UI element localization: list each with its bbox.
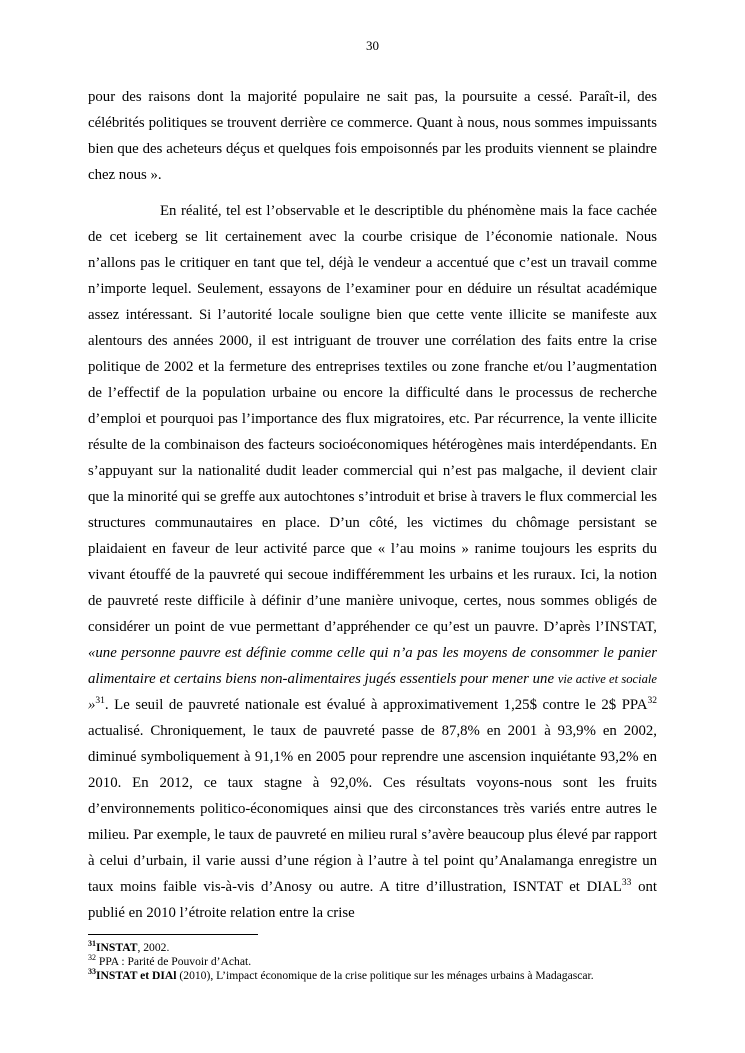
text-run: 33 xyxy=(621,878,632,889)
text-run: 31 xyxy=(88,939,96,949)
text-run: . Le seuil de pauvreté nationale est évalué à approximativement 1,25$ contre le 2$ PPA xyxy=(104,697,648,713)
text-run: , 2002. xyxy=(137,941,170,954)
text-run: pour des raisons dont la majorité populaire ne sait pas, la poursuite a cessé. Paraît-il, des célébrités politiques se trouvent derrière ce commerce. Quant à nous, nous sommes impuissants bien que des acheteurs déçus et quelques fois empoisonnés par les produits viennent se plaindre chez nous ». xyxy=(88,89,657,183)
paragraph xyxy=(88,84,657,188)
text-run: 31 xyxy=(95,696,105,707)
footnote-separator xyxy=(88,934,258,935)
footnotes-list xyxy=(88,941,657,983)
text-run: En réalité, tel est l’observable et le descriptible du phénomène mais la face cachée de cet iceberg se lit certainement avec la courbe crisique de l’économie nationale. Nous n’allons pas le critiquer en tant que tel, déjà le vendeur a accentué que c’est un travail comme n’importe lequel. Seulement, essayons de l’examiner pour en déduire un résultat académique assez intéressant. Si l’autorité locale souligne bien que cette vente illicite se manifeste aux alentours des années 2000, il est intriguant de trouver une corrélation des faits entre la crise politique de 2002 et la fermeture des entreprises textiles ou zone franche et/ou l’augmentation de l’effectif de la population urbaine ou encore la difficulté dans le processus de recherche d’emploi et pourquoi pas l’importance des flux migratoires, etc. Par récurrence, la vente illicite résulte de la combinaison des facteurs socioéconomiques hétérogènes mais interdépendants. En s’appuyant sur la nationalité dudit leader commercial qui n’est pas malgache, il devient clair que la minorité qui se greffe aux autochtones s’introduit et brise à travers le flux commercial les structures communautaires en place. D’un côté, les victimes du chômage persistant se plaidaient en faveur de leur activité parce que « l’au moins » ranime toujours les esprits du vivant étouffé de la pauvreté qui secoue indifféremment les urbains et les ruraux. Ici, la notion de pauvreté reste difficile à définir d’une manière univoque, certes, nous sommes obligés de considérer un point de vue permettant d’appréhender ce qu’est un pauvre. D’après l’INSTAT, xyxy=(88,203,657,635)
text-run: INSTAT et DIAl xyxy=(96,969,177,982)
text-run: ont publié en 2010 l’étroite relation entre la crise xyxy=(88,879,657,921)
page-number: 30 xyxy=(366,38,379,53)
text-run: «une personne pauvre est définie comme celle qui n’a pas les moyens de consommer le panier alimentaire et certains biens non-alimentaires jugés essentiels pour mener une xyxy=(88,645,657,687)
footnote xyxy=(88,941,657,955)
text-run: 33 xyxy=(88,967,96,977)
text-run: INSTAT xyxy=(96,941,138,954)
text-run: 32 xyxy=(88,953,96,963)
footnote xyxy=(88,969,657,983)
text-run: 32 xyxy=(647,696,657,707)
text-run: » xyxy=(88,697,96,713)
footnote xyxy=(88,955,657,969)
text-run: actualisé. Chroniquement, le taux de pauvreté passe de 87,8% en 2001 à 93,9% en 2002, diminué symboliquement à 91,1% en 2005 pour reprendre une ascension inquiétante 93,2% en 2010. En 2012, ce taux stagne à 92,0%. Ces résultats voyons-nous sont les fruits d’environnements politico-économiques ainsi que des circonstances très variés entre autres le milieu. Par exemple, le taux de pauvreté en milieu rural s’avère beaucoup plus élevé par rapport à celui d’urbain, il varie aussi d’une région à l’autre à tel point qu’Analamanga enregistre un taux moins faible vis-à-vis d’Anosy ou autre. A titre d’illustration, ISNTAT et DIAL xyxy=(88,723,657,895)
text-run: (2010), L’impact économique de la crise politique sur les ménages urbains à Madagascar. xyxy=(176,969,594,982)
text-run: PPA : Parité de Pouvoir d’Achat. xyxy=(96,955,252,968)
paragraph xyxy=(88,198,657,926)
footnotes-section xyxy=(88,934,657,983)
body-paragraphs xyxy=(88,84,657,936)
text-run: vie active et sociale xyxy=(557,672,657,686)
